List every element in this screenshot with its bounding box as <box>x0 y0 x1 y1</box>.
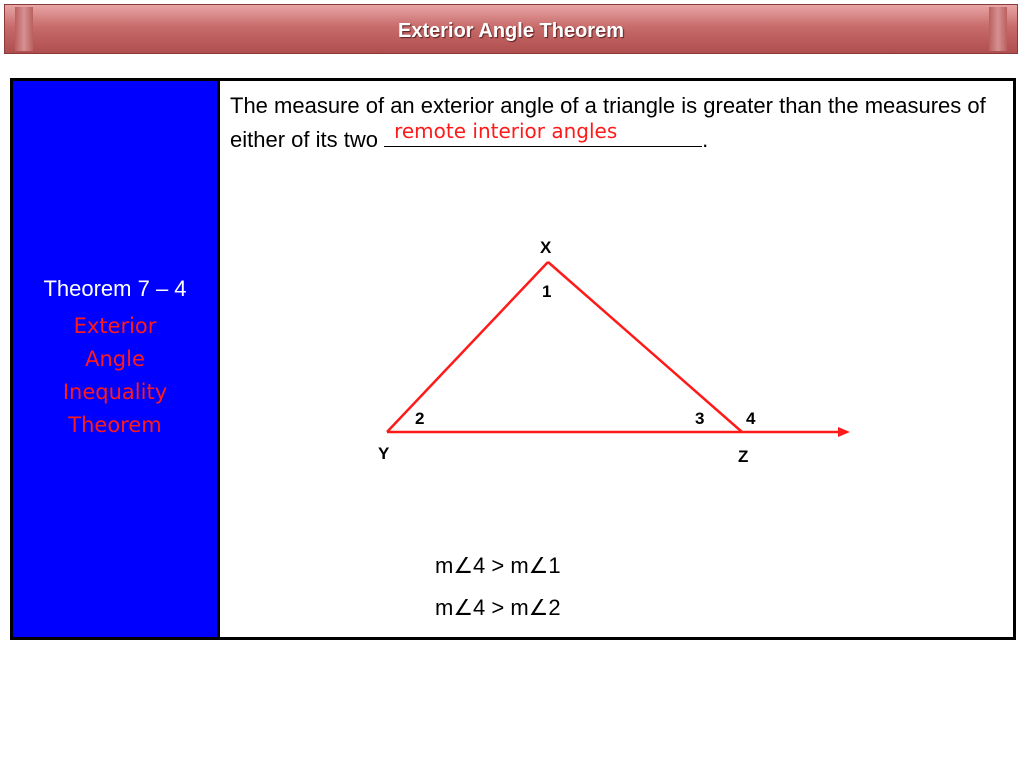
theorem-label-cell <box>13 81 220 637</box>
theorem-name <box>20 310 210 442</box>
vertex-x-label: X <box>540 238 552 257</box>
statement-text: The measure of an exterior angle of a triangle is greater than the measures of either of its two <box>230 93 986 152</box>
angle-4-label: 4 <box>746 409 756 428</box>
theorem-name-line: Inequality <box>62 380 168 404</box>
slide-title: Exterior Angle Theorem <box>398 20 624 42</box>
triangle-diagram <box>220 81 1010 481</box>
angle-2-label: 2 <box>415 409 425 428</box>
side-xy <box>387 262 548 432</box>
theorem-name-line: Angle <box>85 347 145 371</box>
theorem-name-line: Exterior <box>73 314 157 338</box>
vertex-y-label: Y <box>378 444 390 463</box>
side-xz <box>548 262 742 432</box>
inequality-2: m∠4 > m∠2 <box>435 595 561 620</box>
vertex-z-label: Z <box>738 447 749 466</box>
theorem-content-cell <box>220 81 1013 637</box>
title-bar <box>4 4 1018 54</box>
inequality-1: m∠4 > m∠1 <box>435 553 561 578</box>
theorem-table <box>10 78 1016 640</box>
angle-1-label: 1 <box>542 282 552 301</box>
blank-answer: remote interior angles <box>394 119 618 143</box>
theorem-number: Theorem 7 – 4 <box>43 276 187 301</box>
ray-arrow-head <box>838 427 850 437</box>
theorem-name-line: Theorem <box>68 413 162 437</box>
angle-3-label: 3 <box>695 409 705 428</box>
statement-end: . <box>702 127 709 152</box>
